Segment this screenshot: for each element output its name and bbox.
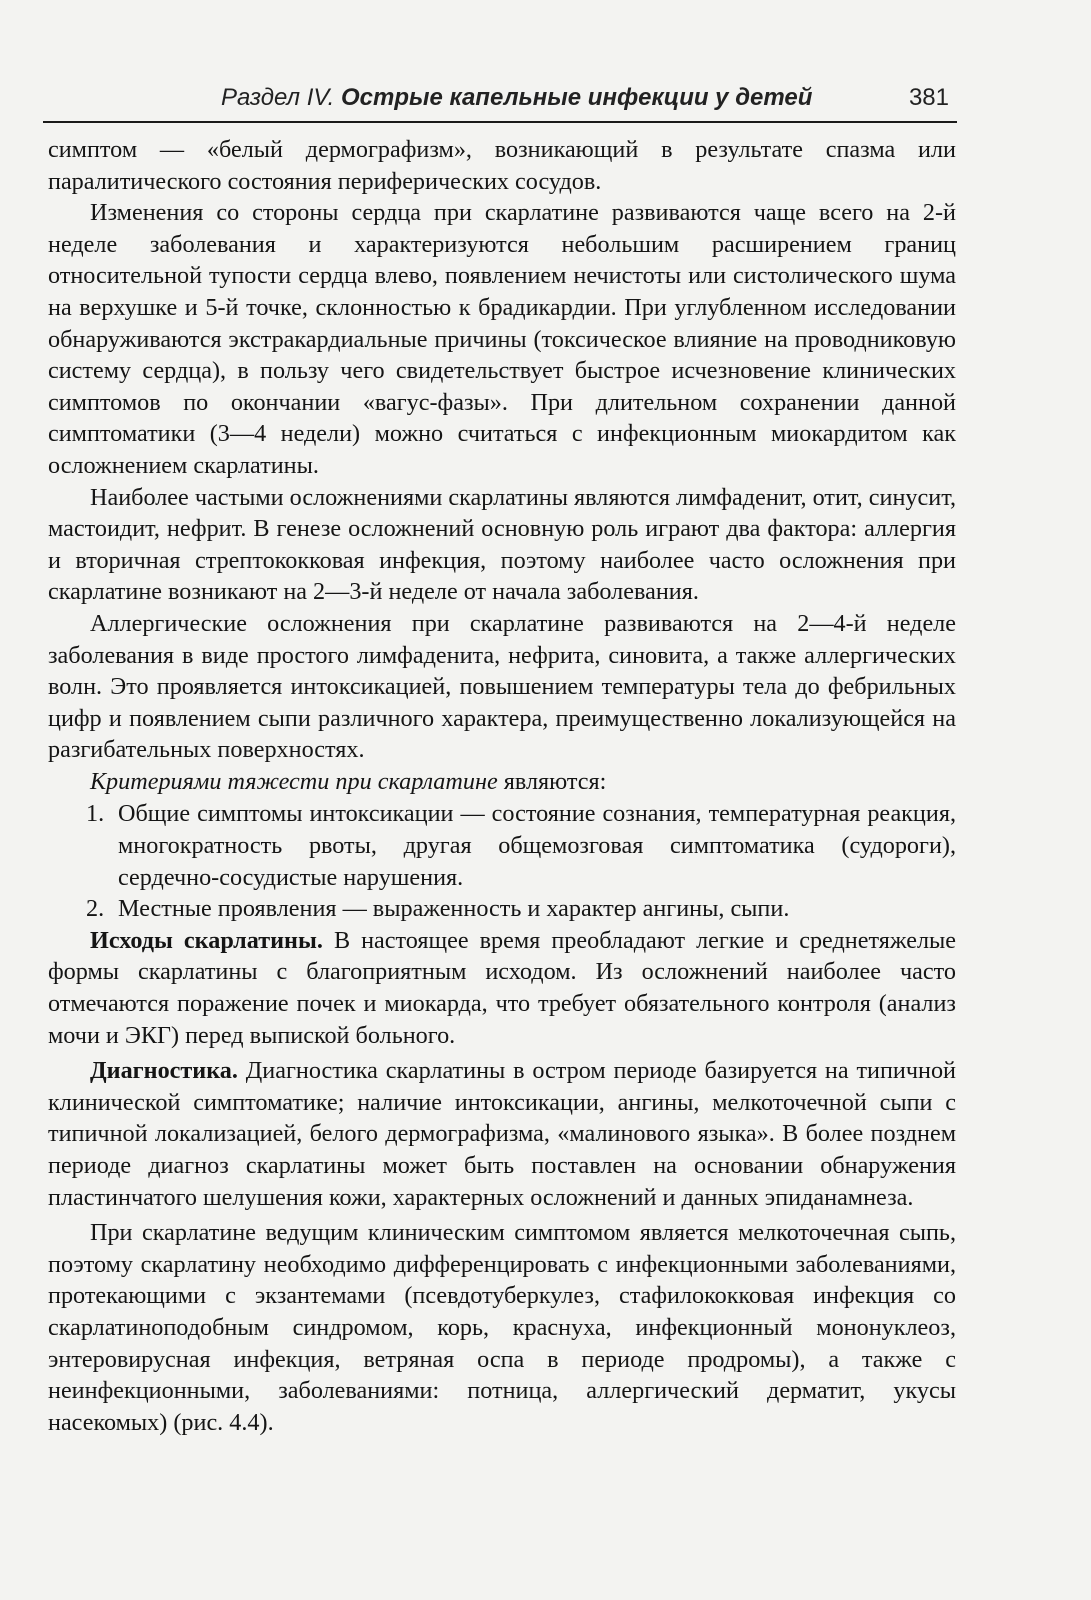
outcomes-text: В настоящее время преобладают легкие и среднетяжелые формы скарлатины с благоприятным исходом. Из осложнений наиболее часто отмечаются поражение почек и миокарда, что требует обязательного контроля (анализ мочи и ЭКГ) перед выпиской больного. — [48, 926, 957, 1049]
body-text — [48, 134, 956, 1438]
list-item — [48, 798, 956, 893]
paragraph-differential-diagnosis: При скарлатине ведущим клиническим симптомом является мелкоточечная сыпь, поэтому скарлатину необходимо дифференцировать с инфекционными заболеваниями, протекающими с экзантемами (псевдотуберкулез, стафилококковая инфекция со скарлатиноподобным синдромом, корь, краснуха, инфекционный мононуклеоз, энтеровирусная инфекция, ветряная оспа в периоде продромы), а также с неинфекционными, заболеваниями: потница, аллергический дерматит, укусы насекомых) (рис. 4.4). — [48, 1219, 956, 1436]
list-item-text: Местные проявления — выраженность и характер ангины, сыпи. — [118, 895, 790, 923]
paragraph-complications: Наиболее частыми осложнениями скарлатины являются лимфаденит, отит, синусит, мастоидит, нефрит. В генезе осложнений основную роль играют два фактора: аллергия и вторичная стрептококковая инфекция, поэтому наиболее часто осложнения при скарлатине возникают на 2—3-й неделе от начала заболевания. — [48, 483, 956, 606]
severity-criteria-lead: Критериями тяжести при скарлатине — [90, 767, 498, 795]
diagnostics-heading: Диагностика. — [90, 1057, 238, 1085]
outcomes-heading: Исходы скарлатины. — [90, 926, 323, 954]
paragraph-severity-criteria — [48, 766, 956, 798]
paragraph-continuation: симптом — «белый дермографизм», возникающий в результате спазма или паралитического состояния периферических сосудов. — [48, 136, 956, 195]
paragraph-diagnostics — [48, 1055, 956, 1213]
paragraph-allergic-complications: Аллергические осложнения при скарлатине развиваются на 2—4-й неделе заболевания в виде простого лимфаденита, нефрита, синовита, а также аллергических волн. Это проявляется интоксикацией, повышением температуры тела до фебрильных цифр и появлением сыпи различного характера, преимущественно локализующейся на разгибательных поверхностях. — [48, 609, 956, 764]
paragraph-heart-changes: Изменения со стороны сердца при скарлатине развиваются чаще всего на 2-й неделе заболевания и характеризуются небольшим расширением границ относительной тупости сердца влево, появлением нечистоты или систолического шума на верхушке и 5-й точке, склонностью к брадикардии. При углубленном исследовании обнаруживаются экстракардиальные причины (токсическое влияние на проводниковую систему сердца), в пользу чего свидетельствует быстрое исчезновение клинических симптомов по окончании «вагус-фазы». При длительном сохранении данной симптоматики (3—4 недели) можно считаться с инфекционным миокардитом как осложнением скарлатины. — [48, 199, 956, 479]
list-item — [48, 893, 956, 925]
list-item-text: Общие симптомы интоксикации — состояние сознания, температурная реакция, многократность рвоты, другая общемозговая симптоматика (судороги), сердечно-сосудистые нарушения. — [118, 800, 956, 891]
section-heading — [221, 84, 812, 112]
header-divider — [43, 121, 957, 123]
paragraph-outcomes — [48, 925, 956, 1051]
severity-criteria-rest: являются: — [497, 767, 607, 795]
diagnostics-text: Диагностика скарлатины в остром периоде базируется на типичной клинической симптоматике; наличие интоксикации, ангины, мелкоточечной сыпи с типичной локализацией, белого дермографизма, «малинового языка». В более позднем периоде диагноз скарлатины может быть поставлен на основании обнаружения пластинчатого шелушения кожи, характерных осложнений и данных эпиданамнеза. — [48, 1057, 956, 1211]
criteria-list — [48, 798, 956, 924]
page-number: 381 — [908, 84, 949, 111]
section-title: Острые капельные инфекции у детей — [340, 84, 813, 111]
section-label: Раздел IV. — [221, 84, 335, 111]
list-item-number: 1. — [86, 800, 105, 828]
list-item-number: 2. — [86, 895, 105, 923]
running-header — [43, 78, 957, 118]
